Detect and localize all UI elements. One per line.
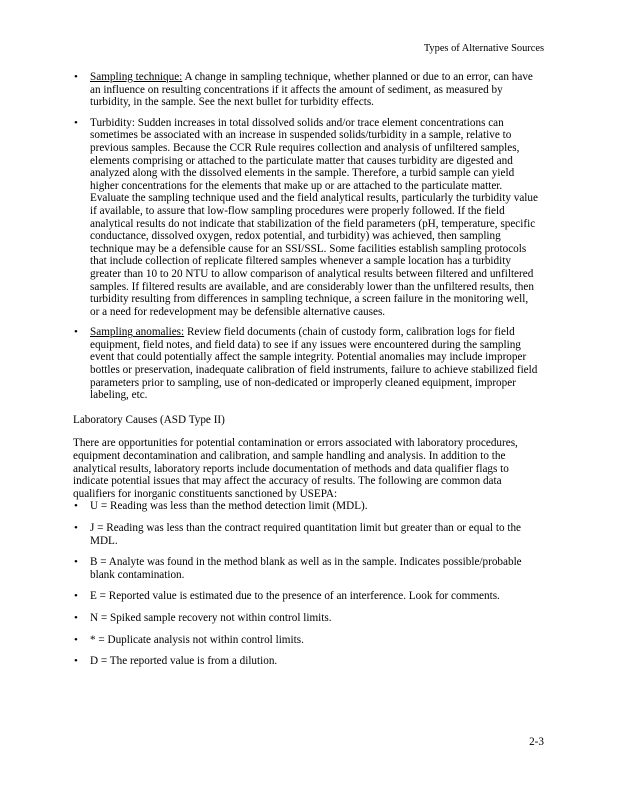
qualifier-text: N = Spiked sample recovery not within control limits. — [90, 611, 332, 624]
bullet-icon: • — [74, 655, 78, 668]
bullet-icon: • — [74, 326, 78, 339]
list-item — [73, 655, 539, 668]
bullet-text: Review field documents (chain of custody form, calibration logs for field equipment, field notes, and field data) to see if any issues were encountered during the sampling event that could potentially affect the sample integrity. Potential anomalies may include improper bottles or preservation, inadequate calibration of field instruments, failure to achieve stabilized field parameters prior to sampling, use of non-dedicated or improperly cleaned equipment, improper labeling, etc. — [90, 326, 538, 402]
list-item-turbidity — [73, 117, 539, 319]
bullet-term: Sampling anomalies: — [90, 326, 185, 339]
bullet-icon: • — [74, 611, 78, 624]
bullet-text: Turbidity: Sudden increases in total dissolved solids and/or trace element concentrations can sometimes be associated with an increase in suspended solids/turbidity in a sample, relative to previous samples. Because the CCR Rule requires collection and analysis of unfiltered samples, elements comprising or attached to the particulate matter that causes turbidity are digested and analyzed along with the dissolved elements in the sample. Therefore, a turbid sample can yield higher concentrations for the elements that make up or are attached to the particulate matter. Evaluate the sampling technique used and the field analytical results, particularly the turbidity value if available, to assure that low-flow sampling procedures were properly followed. If the field analytical results do not indicate that stabilization of the field parameters (pH, temperature, specific conductance, dissolved oxygen, redox potential, and turbidity) was achieved, then sampling technique may be a defensible cause for an SSI/SSL. Some facilities establish sampling protocols that include collection of replicate filtered samples whenever a sample location has a turbidity greater than 10 to 20 NTU to allow comparison of analytical results between filtered and unfiltered samples. If filtered results are available, and are considerably lower than the unfiltered results, then turbidity resulting from differences in sampling technique, a screen failure in the monitoring well, or a need for redevelopment may be defensible alternative causes. — [90, 116, 538, 318]
list-item-sampling-technique — [73, 71, 539, 109]
qualifier-text: B = Analyte was found in the method blank as well as in the sample. Indicates possible/probable blank contamination. — [90, 556, 522, 581]
qualifier-text: J = Reading was less than the contract required quantitation limit but greater than or equal to the MDL. — [90, 522, 521, 547]
field-causes-list — [73, 71, 539, 402]
qualifier-text: D = The reported value is from a dilution. — [90, 655, 278, 668]
list-item-sampling-anomalies — [73, 326, 539, 402]
bullet-icon: • — [74, 522, 78, 534]
qualifier-text: * = Duplicate analysis not within control limits. — [90, 633, 304, 646]
list-item — [73, 500, 539, 513]
bullet-icon: • — [74, 633, 78, 646]
qualifier-text: U = Reading was less than the method detection limit (MDL). — [90, 500, 368, 513]
list-item — [73, 634, 539, 647]
bullet-term: Sampling technique: — [90, 71, 183, 83]
qualifier-text: E = Reported value is estimated due to the presence of an interference. Look for comments. — [90, 590, 500, 603]
list-item — [73, 612, 539, 625]
data-qualifier-list — [73, 500, 539, 667]
list-item — [73, 590, 539, 603]
page-body — [73, 71, 539, 677]
list-item — [73, 522, 539, 547]
bullet-icon: • — [74, 590, 78, 603]
bullet-icon: • — [74, 116, 78, 129]
list-item — [73, 556, 539, 581]
running-header: Types of Alternative Sources — [423, 43, 544, 54]
section-heading: Laboratory Causes (ASD Type II) — [73, 413, 225, 426]
bullet-icon: • — [74, 71, 78, 83]
section-intro-paragraph: There are opportunities for potential contamination or errors associated with laboratory procedures, equipment decontamination and calibration, and sample handling and analysis. In addition to the analytical results, laboratory reports include documentation of methods and data qualifier flags to indicate potential issues that may affect the accuracy of results. The following are common data qualifiers for inorganic constituents sanctioned by USEPA: — [73, 437, 518, 500]
page-number: 2-3 — [529, 736, 544, 748]
bullet-text: A change in sampling technique, whether planned or due to an error, can have an influence on resulting concentrations if it affects the amount of sediment, as measured by turbidity, in the sample. See the next bullet for turbidity effects. — [90, 71, 533, 109]
bullet-icon: • — [74, 500, 78, 513]
bullet-icon: • — [74, 556, 78, 569]
